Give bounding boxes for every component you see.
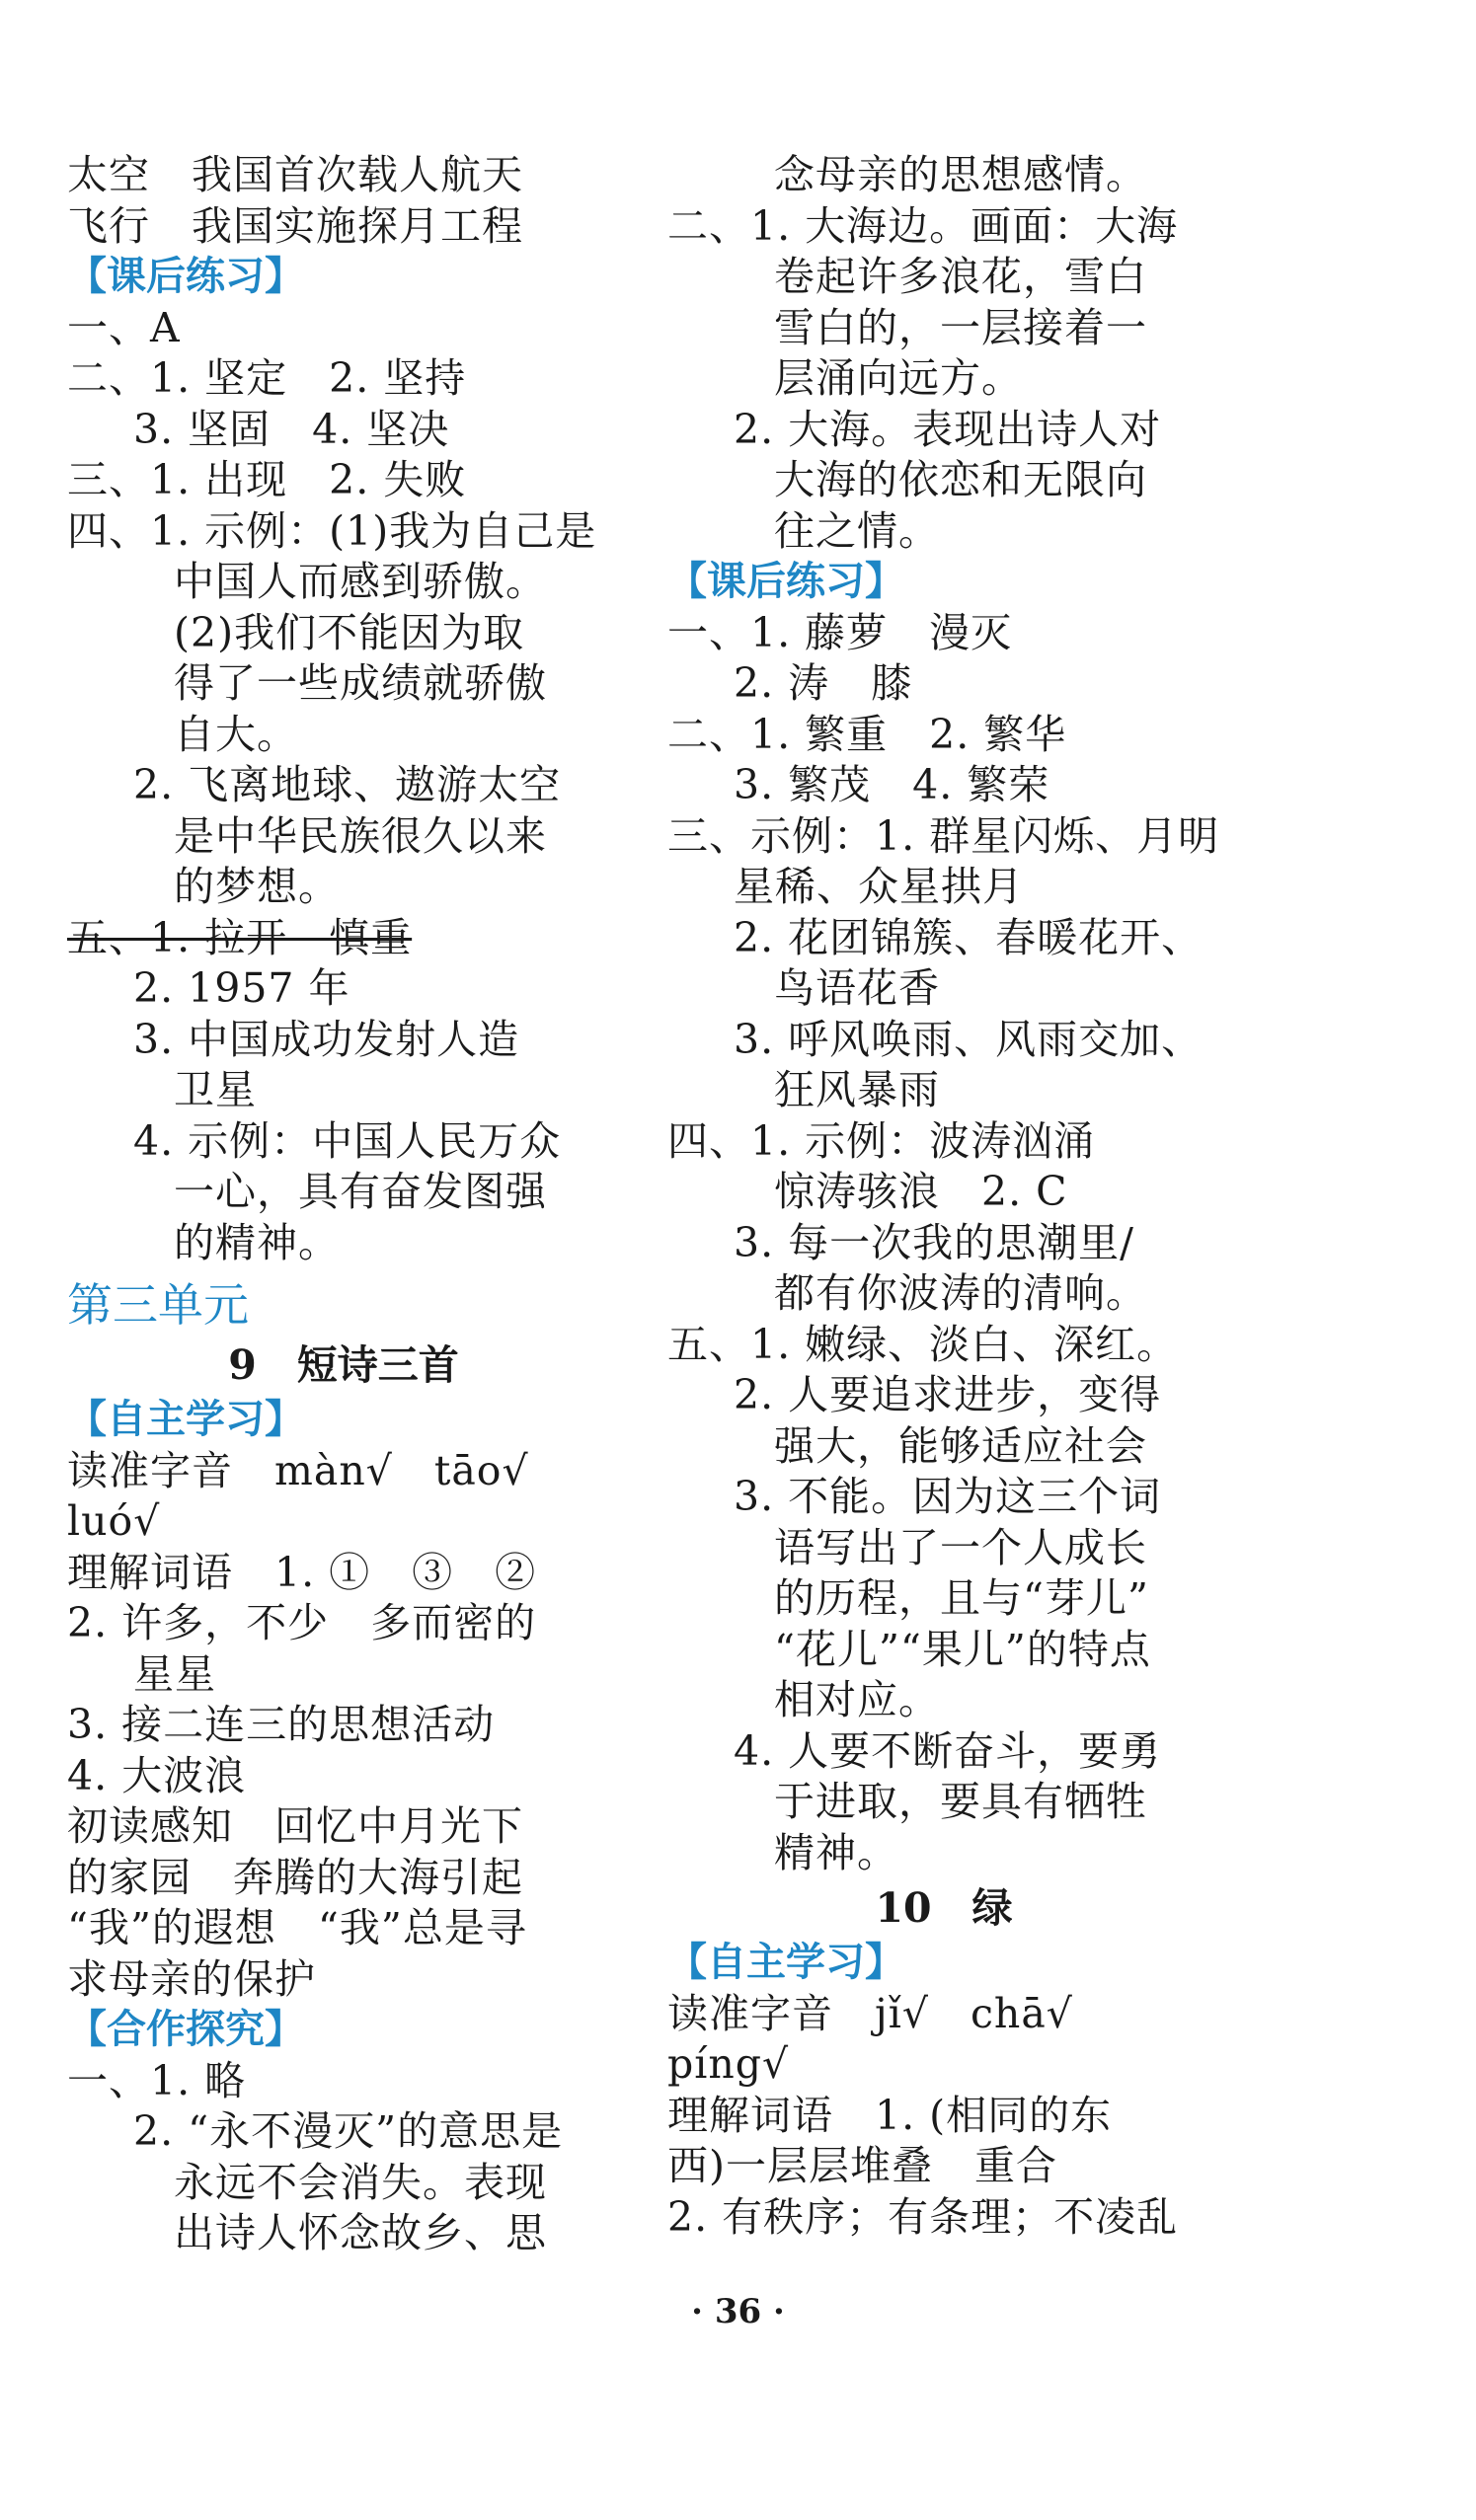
answer-line: 初读感知 回忆中月光下 [67, 1802, 523, 1850]
answer-line: 三、示例：1. 群星闪烁、月明 [667, 811, 1220, 860]
answer-line: 求母亲的保护 [67, 1954, 316, 2003]
answer-line: 2. 花团锦簇、春暖花开、 [734, 913, 1204, 961]
lesson-title: 10 绿 [875, 1884, 1013, 1932]
answer-line: 强大，能够适应社会 [774, 1421, 1147, 1470]
answer-line: 西)一层层堆叠 重合 [667, 2142, 1057, 2189]
answer-line: 星星 [133, 1649, 216, 1698]
answer-line: “花儿”“果儿”的特点 [774, 1625, 1151, 1673]
answer-line: 4. 大波浪 [67, 1751, 247, 1799]
answer-line: 2. 人要追求进步，变得 [734, 1371, 1162, 1418]
answer-line: 一、1. 藤萝 漫灭 [667, 608, 1013, 656]
answer-line: 五、1. 拉开 慎重 [67, 913, 413, 961]
section-heading: 【课后练习】 [67, 254, 304, 299]
right-column [667, 150, 1220, 2243]
answer-line: 永远不会消失。表现 [174, 2158, 547, 2206]
answer-line: “我”的遐想 “我”总是寻 [67, 1904, 527, 1951]
answer-line: luó√ [67, 1497, 161, 1545]
answer-line: 2. 大海。表现出诗人对 [734, 405, 1162, 453]
answer-line: 雪白的，一层接着一 [774, 303, 1147, 351]
answer-line: 的精神。 [174, 1218, 340, 1266]
answer-line: 理解词语 1. ① ③ ② [67, 1548, 537, 1596]
answer-line: 三、1. 出现 2. 失败 [67, 456, 467, 503]
answer-line: 五、1. 嫩绿、淡白、深红。 [667, 1320, 1179, 1368]
answer-line: 二、1. 大海边。画面：大海 [667, 201, 1179, 250]
answer-line: 2. 有秩序；有条理；不凌乱 [667, 2192, 1179, 2241]
answer-line: píng√ [667, 2040, 790, 2088]
answer-line: 3. 呼风唤雨、风雨交加、 [734, 1015, 1204, 1063]
unit-title: 第三单元 [67, 1278, 249, 1332]
answer-line: (2)我们不能因为取 [174, 608, 525, 656]
answer-line: 3. 不能。因为这三个词 [734, 1473, 1162, 1520]
answer-line: 2. 飞离地球、遨游太空 [133, 761, 562, 808]
answer-line: 语写出了一个人成长 [774, 1523, 1147, 1571]
answer-line: 得了一些成绩就骄傲 [174, 659, 547, 707]
section-heading: 【自主学习】 [67, 1397, 304, 1442]
answer-line: 一、1. 略 [67, 2056, 247, 2104]
answer-line: 理解词语 1. (相同的东 [667, 2091, 1113, 2139]
answer-line: 往之情。 [774, 506, 940, 555]
answer-line: 的家园 奔腾的大海引起 [67, 1853, 523, 1901]
answer-line: 都有你波涛的清响。 [774, 1269, 1147, 1317]
answer-line: 3. 接二连三的思想活动 [67, 1701, 496, 1748]
answer-line: 层涌向远方。 [774, 354, 1023, 402]
answer-line: 太空 我国首次载人航天 [67, 151, 523, 198]
answer-line: 是中华民族很久以来 [174, 811, 547, 860]
answer-line: 卫星 [174, 1066, 257, 1113]
answer-line: 4. 示例：中国人民万众 [133, 1116, 562, 1165]
answer-line: 大海的依恋和无限向 [774, 456, 1147, 503]
answer-line: 4. 人要不断奋斗，要勇 [734, 1726, 1162, 1775]
answer-line: 狂风暴雨 [774, 1066, 940, 1113]
answer-line: 读准字音 màn√ tāo√ [67, 1446, 529, 1494]
answer-line: 的历程，且与“芽儿” [774, 1574, 1149, 1622]
answer-line: 2. 涛 膝 [734, 659, 913, 707]
lesson-title: 9 短诗三首 [228, 1341, 459, 1389]
answer-line: 于进取，要具有牺牲 [774, 1778, 1147, 1825]
answer-line: 自大。 [174, 710, 298, 758]
answer-line: 2. 许多，不少 多而密的 [67, 1599, 537, 1646]
answer-line: 相对应。 [774, 1676, 940, 1723]
answer-line: 星稀、众星拱月 [734, 863, 1024, 910]
answer-line: 二、1. 坚定 2. 坚持 [67, 354, 467, 402]
answer-line: 一心，具有奋发图强 [174, 1168, 547, 1215]
page-number: · 36 · [691, 2292, 785, 2331]
answer-line: 的梦想。 [174, 863, 340, 910]
answer-line: 3. 坚固 4. 坚决 [133, 405, 450, 453]
section-heading: 【自主学习】 [667, 1940, 904, 1985]
answer-line: 读准字音 jǐ√ chā√ [667, 1989, 1073, 2037]
answer-line: 出诗人怀念故乡、思 [174, 2209, 547, 2256]
answer-line: 惊涛骇浪 2. C [774, 1168, 1068, 1215]
answer-line: 3. 中国成功发射人造 [133, 1015, 520, 1063]
answer-line: 卷起许多浪花，雪白 [774, 253, 1147, 300]
answer-line: 2. “永不漫灭”的意思是 [133, 2107, 564, 2155]
answer-line: 四、1. 示例：(1)我为自己是 [67, 506, 597, 555]
section-heading: 【合作探究】 [67, 2007, 304, 2052]
left-column [67, 150, 620, 2259]
answer-line: 3. 每一次我的思潮里/ [734, 1218, 1134, 1266]
answer-line: 念母亲的思想感情。 [774, 151, 1147, 198]
answer-line: 鸟语花香 [774, 964, 940, 1012]
answer-line: 二、1. 繁重 2. 繁华 [667, 710, 1067, 758]
answer-line: 飞行 我国实施探月工程 [67, 201, 523, 250]
answer-line: 中国人而感到骄傲。 [174, 558, 547, 605]
answer-line: 3. 繁茂 4. 繁荣 [734, 761, 1050, 808]
answer-line: 四、1. 示例：波涛汹涌 [667, 1116, 1096, 1165]
answer-line: 2. 1957 年 [133, 964, 350, 1012]
answer-line: 精神。 [774, 1828, 898, 1876]
section-heading: 【课后练习】 [667, 559, 904, 604]
answer-line: 一、A [67, 303, 181, 351]
